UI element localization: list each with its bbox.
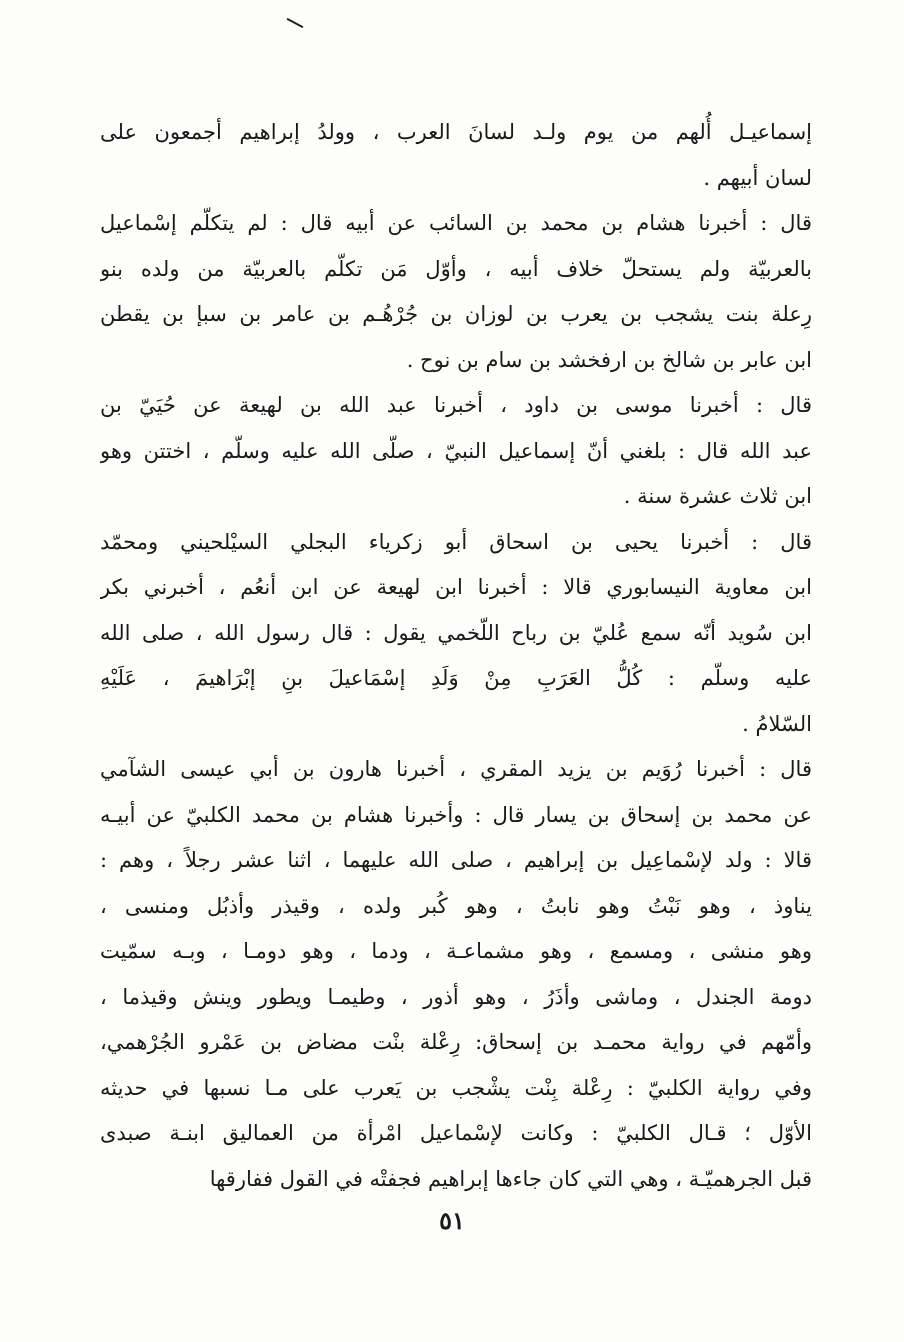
scan-mark: [287, 18, 304, 28]
text-line: عبد الله قال : بلغني أنّ إسماعيل النبيّ ، صلّى الله عليه وسلّم ، اختتن وهو: [100, 438, 812, 463]
text-line: إسماعيـل أُلهم من يوم ولـد لسانَ العرب ، وولدُ إبراهيم أجمعون على: [100, 120, 812, 144]
paragraph: [100, 110, 812, 201]
text-line: لسان أبيهم .: [703, 165, 812, 190]
text-line: يناوذ ، وهو نَبْتُ وهو نابتُ ، وهو كُبر ولده ، وقيذر وأذبُل ومنسى ،: [100, 893, 812, 918]
text-line: بالعربيّة ولم يستحلّ خلاف أبيه ، وأوّل مَن تكلّم بالعربيّة من ولده بنو: [100, 256, 812, 281]
page-body-text: [100, 110, 812, 1202]
text-line: ابن عابر بن شالخ بن ارفخشد بن سام بن نوح .: [406, 347, 812, 372]
paragraph: [100, 383, 812, 520]
text-line: قالا : ولد لإسْماعِيل بن إبراهيم ، صلى الله عليهما ، اثنا عشر رجلاً ، وهم :: [100, 848, 812, 872]
text-line: ابن ثلاث عشرة سنة .: [623, 484, 812, 508]
text-line: عن محمد بن إسحاق بن يسار قال : وأخبرنا هشام بن محمد الكلبيّ عن أبيـه: [100, 802, 812, 827]
text-line: قال : أخبرنا رُوَيم بن يزيد المقري ، أخبرنا هارون بن أبي عيسى الشآمي: [100, 757, 812, 781]
paragraph: [100, 747, 812, 1202]
text-line: قال : أخبرنا هشام بن محمد بن السائب عن أبيه قال : لم يتكلّم إسْماعيل: [100, 211, 812, 235]
text-line: وفي رواية الكلبيّ : رِعْلة بِنْت يشْجب بن يَعرب على مـا نسبها في حديثه: [100, 1075, 812, 1100]
text-line: قال : أخبرنا موسى بن داود ، أخبرنا عبد الله بن لهيعة عن حُيَيّ بن: [100, 393, 812, 417]
paragraph: [100, 520, 812, 748]
text-line: ابن سُويد أنّه سمع عُليّ بن رباح اللّخمي يقول : قال رسول الله ، صلى الله: [100, 620, 812, 645]
text-line: وهو منشى ، ومسمع ، وهو مشماعـة ، ودما ، وهو دومـا ، وبـه سمّيت: [100, 939, 812, 963]
paragraph: [100, 201, 812, 383]
text-line: السّلامُ .: [742, 711, 812, 736]
page-number: ٥١: [439, 1206, 465, 1235]
text-line: ابن معاوية النيسابوري قالا : أخبرنا ابن لهيعة عن ابن أنعُم ، أخبرني بكر: [100, 575, 812, 599]
text-line: عليه وسلّم : كُلُّ العَرَبِ مِنْ وَلَدِ إسْمَاعيلَ بنِ إبْرَاهيمَ ، عَلَيْهِ: [100, 666, 812, 690]
text-line: رِعلة بنت يشجب بن يعرب بن لوزان بن جُرْهُـم بن عامر بن سبإ بن يقطن: [100, 302, 812, 326]
text-line: الأوّل ؛ قـال الكلبيّ : وكانت لإسْماعيل امْرأة من العماليق ابنـة صبدى: [100, 1121, 812, 1145]
text-line: قبل الجرهميّـة ، وهي التي كان جاءها إبراهيم فجفتْه في القول ففارقها: [209, 1166, 812, 1191]
text-line: وأمّهم في رواية محمـد بن إسحاق: رِعْلة بنْت مضاض بن عَمْرو الجُرْهمي،: [100, 1030, 812, 1054]
text-line: دومة الجندل ، وماشى وأذَرُ ، وهو أذور ، وطيمـا ويطور وينش وقيذما ،: [100, 984, 812, 1009]
text-line: قال : أخبرنا يحيى بن اسحاق أبو زكرياء البجلي السيْلحيني ومحمّد: [100, 529, 812, 554]
